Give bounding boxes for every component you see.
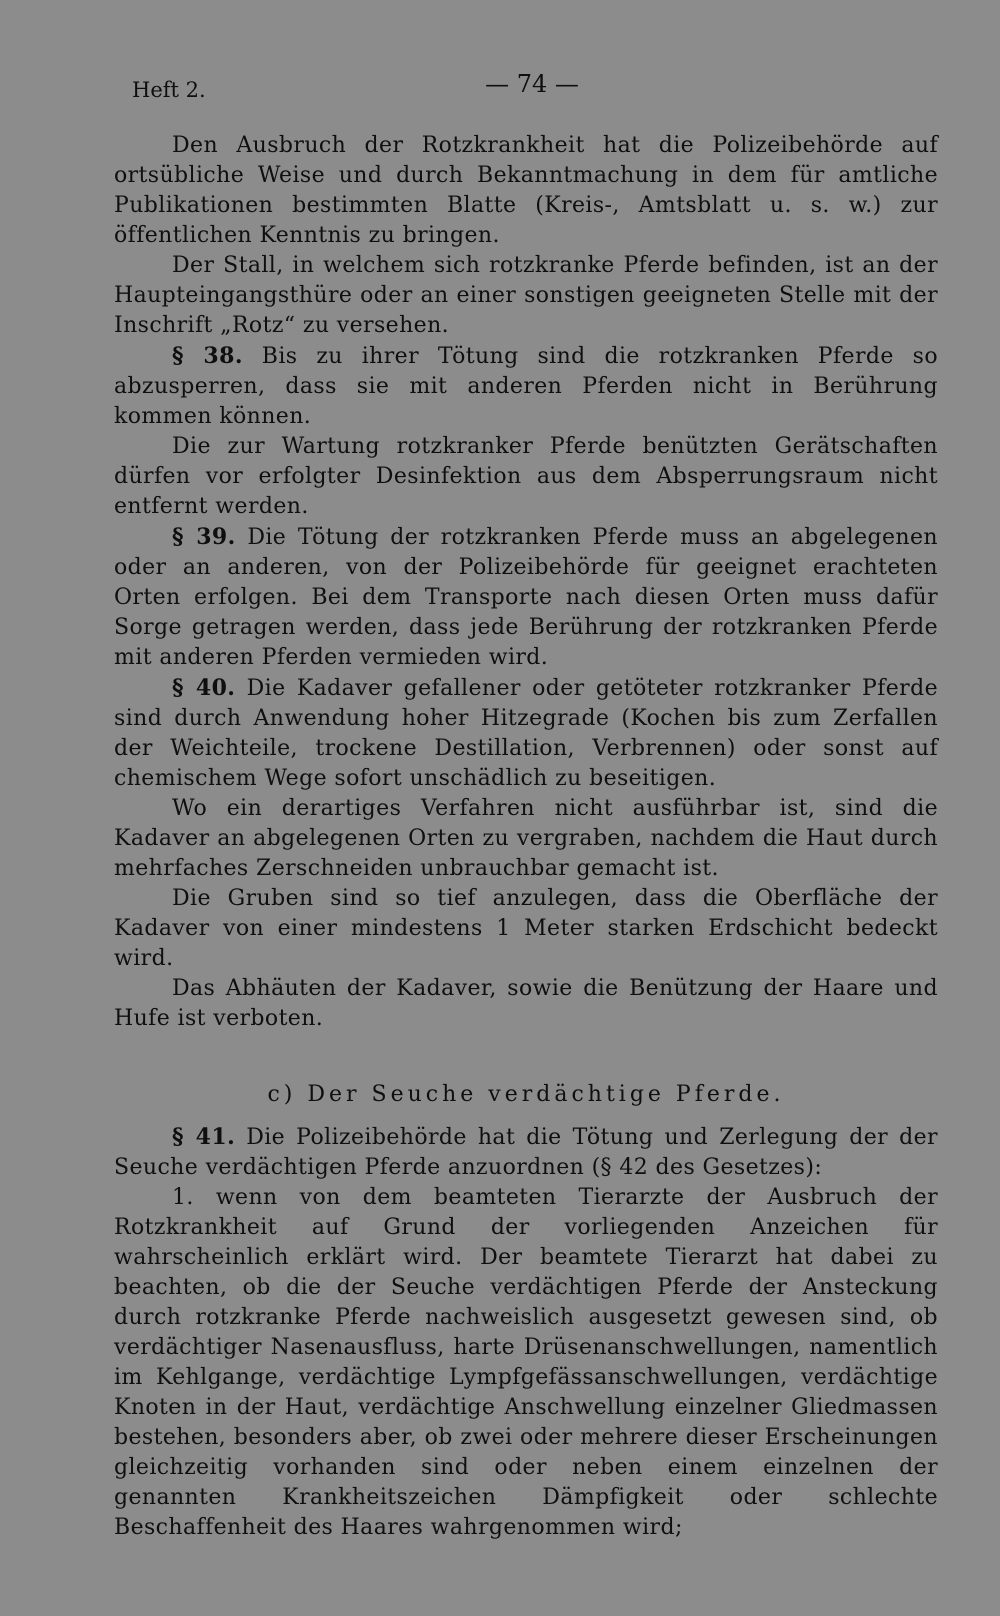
section-number: § 41. (172, 1124, 236, 1150)
paragraph (114, 673, 938, 794)
body-text (114, 131, 938, 1543)
paragraph (114, 1183, 938, 1543)
paragraph-text: Den Ausbruch der Rotzkrankheit hat die Polizeibehörde auf ortsübliche Weise und durch Bekanntmachung in dem für amtliche Publikationen bestimmten Blatte (Kreis-, Amtsblatt u. s. w.) zur öffentlichen Kenntnis zu bringen. (114, 133, 938, 248)
paragraph (114, 884, 938, 974)
paragraph (114, 432, 938, 522)
paragraph (114, 1122, 938, 1183)
paragraph-text: Das Abhäuten der Kadaver, sowie die Benützung der Haare und Hufe ist verboten. (114, 976, 938, 1031)
paragraph-text: Bis zu ihrer Tötung sind die rotzkranken Pferde so abzusperren, dass sie mit anderen Pferden nicht in Berührung kommen können. (114, 344, 938, 429)
paragraph (114, 522, 938, 673)
paragraph-text: Der Stall, in welchem sich rotzkranke Pferde befinden, ist an der Haupteingangsthüre oder an einer sonstigen geeigneten Stelle mit der Inschrift „Rotz“ zu versehen. (114, 253, 938, 338)
paragraph-text: Die Kadaver gefallener oder getöteter rotzkranker Pferde sind durch Anwendung hoher Hitzegrade (Kochen bis zum Zerfallen der Weichteile, trockene Destillation, Verbrennen) oder sonst auf chemischem Wege sofort unschädlich zu beseitigen. (114, 676, 938, 791)
paragraph-text: Die Tötung der rotzkranken Pferde muss an abgelegenen oder an anderen, von der Polizeibehörde für geeignet erachteten Orten erfolgen. Bei dem Transporte nach diesen Orten muss dafür Sorge getragen werden, dass jede Berührung der rotzkranken Pferde mit anderen Pferden vermieden wird. (114, 525, 938, 670)
section-number: § 39. (172, 524, 236, 550)
issue-label: Heft 2. (132, 78, 206, 102)
paragraph (114, 974, 938, 1034)
paragraph-text: Wo ein derartiges Verfahren nicht ausführbar ist, sind die Kadaver an abgelegenen Orten zu vergraben, nachdem die Haut durch mehrfaches Zerschneiden unbrauchbar gemacht ist. (114, 796, 938, 881)
paragraph (114, 794, 938, 884)
section-number: § 38. (172, 343, 243, 369)
paragraph-text: Die Gruben sind so tief anzulegen, dass die Oberfläche der Kadaver von einer mindestens 1 Meter starken Erdschicht bedeckt wird. (114, 886, 938, 971)
paragraph-text: 1. wenn von dem beamteten Tierarzte der Ausbruch der Rotzkrankheit auf Grund der vorliegenden Anzeichen für wahrscheinlich erklärt wird. Der beamtete Tierarzt hat dabei zu beachten, ob die der Seuche verdächtigen Pferde der Ansteckung durch rotzkranke Pferde nachweislich ausgesetzt gewesen sind, ob verdächtiger Nasenausfluss, harte Drüsenanschwellungen, namentlich im Kehlgange, verdächtige Lympfgefässanschwellungen, verdächtige Knoten in der Haut, verdächtige Anschwellung einzelner Gliedmassen bestehen, besonders aber, ob zwei oder mehrere dieser Erscheinungen gleichzeitig vorhanden sind oder neben einem einzelnen der genannten Krankheitszeichen Dämpfigkeit oder schlechte Beschaffenheit des Haares wahrgenommen wird; (114, 1185, 938, 1540)
paragraph (114, 341, 938, 432)
section-subheading: c) Der Seuche verdächtige Pferde. (267, 1082, 785, 1107)
paragraph (114, 131, 938, 251)
paragraph (114, 251, 938, 341)
section-number: § 40. (172, 675, 236, 701)
paragraph-text: Die zur Wartung rotzkranker Pferde benützten Gerätschaften dürfen vor erfolgter Desinfektion aus dem Absperrungsraum nicht entfernt werden. (114, 434, 938, 519)
page-number: — 74 — (485, 70, 579, 98)
paragraph-text: Die Polizeibehörde hat die Tötung und Zerlegung der der Seuche verdächtigen Pferde anzuordnen (§ 42 des Gesetzes): (114, 1125, 938, 1180)
page-header (132, 70, 932, 110)
